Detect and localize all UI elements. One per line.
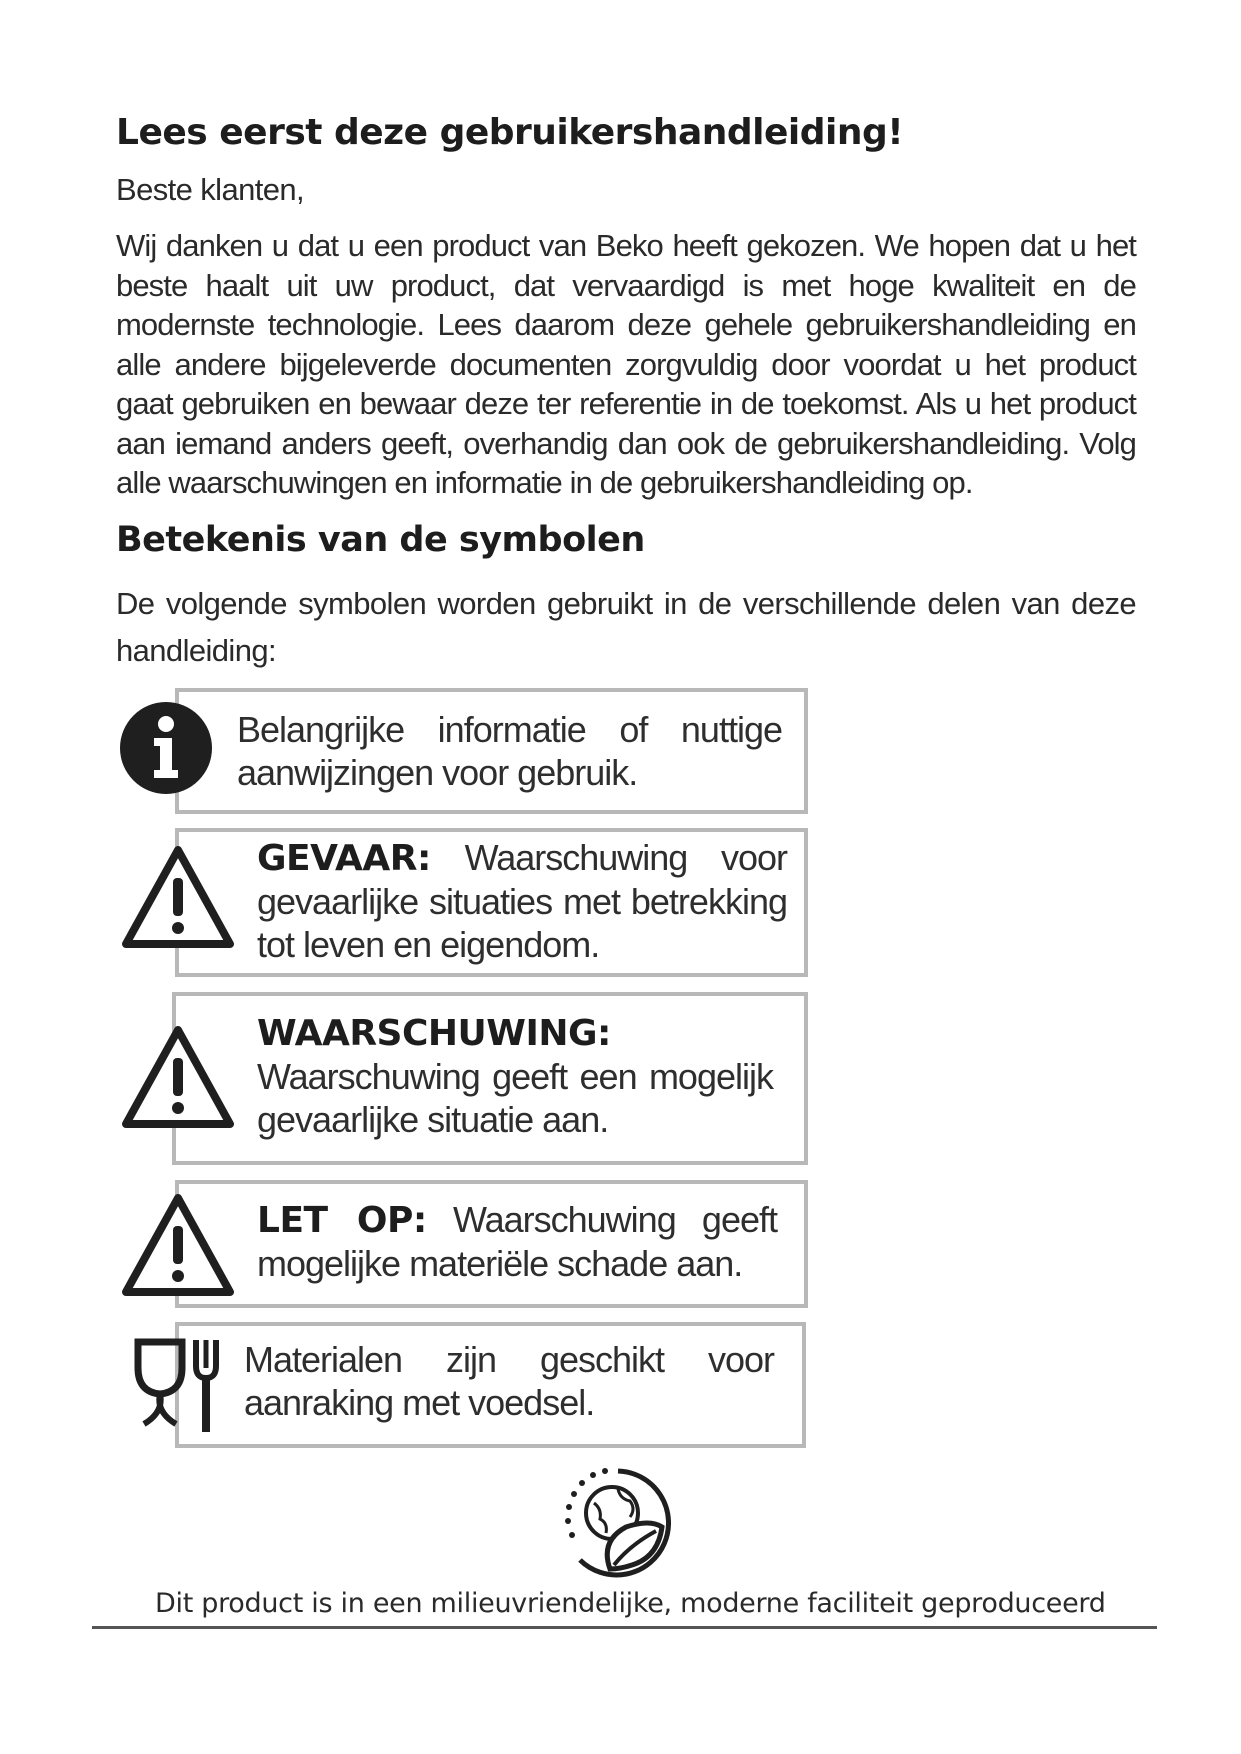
danger-text xyxy=(257,836,787,966)
warning-triangle-icon xyxy=(118,842,238,952)
intro-paragraph: Wij danken u dat u een product van Beko heeft gekozen. We hopen dat u het beste haalt uit uw product, dat vervaardigd is met hoge kwaliteit en de modernste technologie. Lees daarom deze gehele gebruikershandleiding en alle andere bijgeleverde documenten zorgvuldig door voordat u het product gaat gebruiken en bewaar deze ter referentie in de toekomst. Als u het product aan iemand anders geeft, overhandig dan ook de gebruikershandleiding. Volg alle waarschuwingen en informatie in de gebruikershandleiding op. xyxy=(116,228,1136,500)
page-title: Lees eerst deze gebruikershandleiding! xyxy=(116,112,904,153)
glass-fork-icon xyxy=(130,1338,230,1434)
footer-divider xyxy=(92,1626,1157,1629)
info-text: Belangrijke informatie of nuttige aanwijzingen voor gebruik. xyxy=(237,709,782,793)
caution-text xyxy=(257,1198,777,1285)
food-text: Materialen zijn geschikt voor aanraking met voedsel. xyxy=(244,1339,774,1423)
caution-label: LET OP: xyxy=(257,1200,427,1241)
warning-text xyxy=(257,1011,773,1141)
eco-globe-leaf-icon xyxy=(560,1465,676,1585)
warning-triangle-icon xyxy=(118,1022,238,1132)
info-icon xyxy=(118,700,214,796)
warning-label: WAARSCHUWING: xyxy=(257,1013,611,1054)
danger-label: GEVAAR: xyxy=(257,838,431,879)
warning-triangle-icon xyxy=(118,1190,238,1300)
footer-note: Dit product is in een milieuvriendelijke, moderne faciliteit geproduceerd xyxy=(155,1588,1106,1619)
warning-description: Waarschuwing geeft een mogelijk gevaarlijke situatie aan. xyxy=(257,1056,773,1140)
caution-description: Waarschuwing geeft mogelijke materiële schade aan. xyxy=(257,1199,777,1284)
greeting: Beste klanten, xyxy=(116,172,305,207)
symbols-lead: De volgende symbolen worden gebruikt in de verschillende delen van deze handleiding: xyxy=(116,586,1136,668)
symbols-heading: Betekenis van de symbolen xyxy=(116,520,645,560)
danger-description: Waarschuwing voor gevaarlijke situaties met betrekking tot leven en eigendom. xyxy=(257,837,787,965)
